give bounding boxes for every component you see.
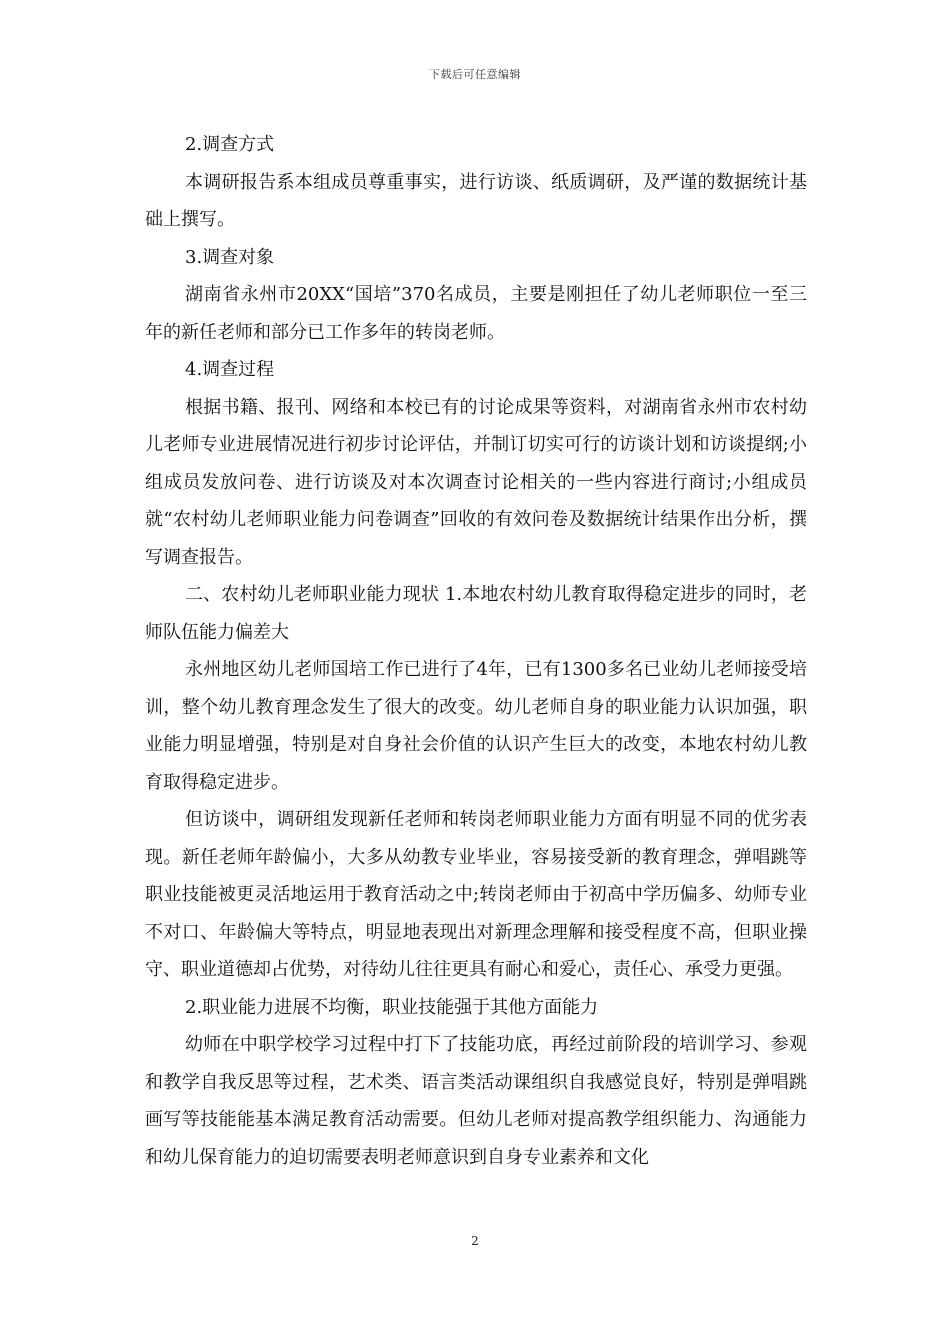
paragraph-survey-subject-heading: 3.调查对象: [185, 246, 275, 268]
paragraph-survey-process: 根据书籍、报刊、网络和本校已有的讨论成果等资料，对湖南省永州市农村幼儿老师专业进展情况进行初步讨论评估，并制订切实可行的访谈计划和访谈提纲;小组成员发放问卷、进行访谈及对本次调查讨论相关的一些内容进行商讨;小组成员就“农村幼儿老师职业能力问卷调查”回收的有效问卷及数据统计结果作出分析，撰写调查报告。: [145, 396, 807, 568]
paragraph-survey-process-heading: 4.调查过程: [185, 359, 275, 380]
paragraph-uneven-ability-heading: 2.职业能力进展不均衡，职业技能强于其他方面能力: [185, 996, 599, 1018]
document-body: [145, 126, 807, 1176]
paragraph-section-two-heading: 二、农村幼儿老师职业能力现状 1.本地农村幼儿教育取得稳定进步的同时，老师队伍能力偏差大: [145, 584, 807, 643]
page-number: 2: [471, 1234, 479, 1248]
page-header: 下载后可任意编辑: [429, 68, 521, 81]
paragraph-interview-findings: 但访谈中，调研组发现新任老师和转岗老师职业能力方面有明显不同的优劣表现。新任老师年龄偏小，大多从幼教专业毕业，容易接受新的教育理念，弹唱跳等职业技能被更灵活地运用于教育活动之中;转岗老师由于初高中学历偏多、幼师专业不对口、年龄偏大等特点，明显地表现出对新理念理解和接受程度不高，但职业操守、职业道德却占优势，对待幼儿往往更具有耐心和爱心，责任心、承受力更强。: [145, 809, 807, 980]
paragraph-training-progress: 永州地区幼儿老师国培工作已进行了4年，已有1300多名已业幼儿老师接受培训，整个幼儿教育理念发生了很大的改变。幼儿老师自身的职业能力认识加强，职业能力明显增强，特别是对自身社会价值的认识产生巨大的改变，本地农村幼儿教育取得稳定进步。: [145, 659, 807, 793]
paragraph-skill-foundation: 幼师在中职学校学习过程中打下了技能功底，再经过前阶段的培训学习、参观和教学自我反思等过程，艺术类、语言类活动课组织自我感觉良好，特别是弹唱跳画写等技能能基本满足教育活动需要。但幼儿老师对提高教学组织能力、沟通能力和幼儿保育能力的迫切需要表明老师意识到自身专业素养和文化: [145, 1034, 807, 1168]
paragraph-survey-subject: 湖南省永州市20XX“国培”370名成员，主要是刚担任了幼儿老师职位一至三年的新任老师和部分已工作多年的转岗老师。: [145, 284, 807, 343]
paragraph-survey-method-heading: 2.调查方式: [185, 134, 275, 155]
paragraph-survey-method: 本调研报告系本组成员尊重事实，进行访谈、纸质调研，及严谨的数据统计基础上撰写。: [145, 171, 807, 230]
